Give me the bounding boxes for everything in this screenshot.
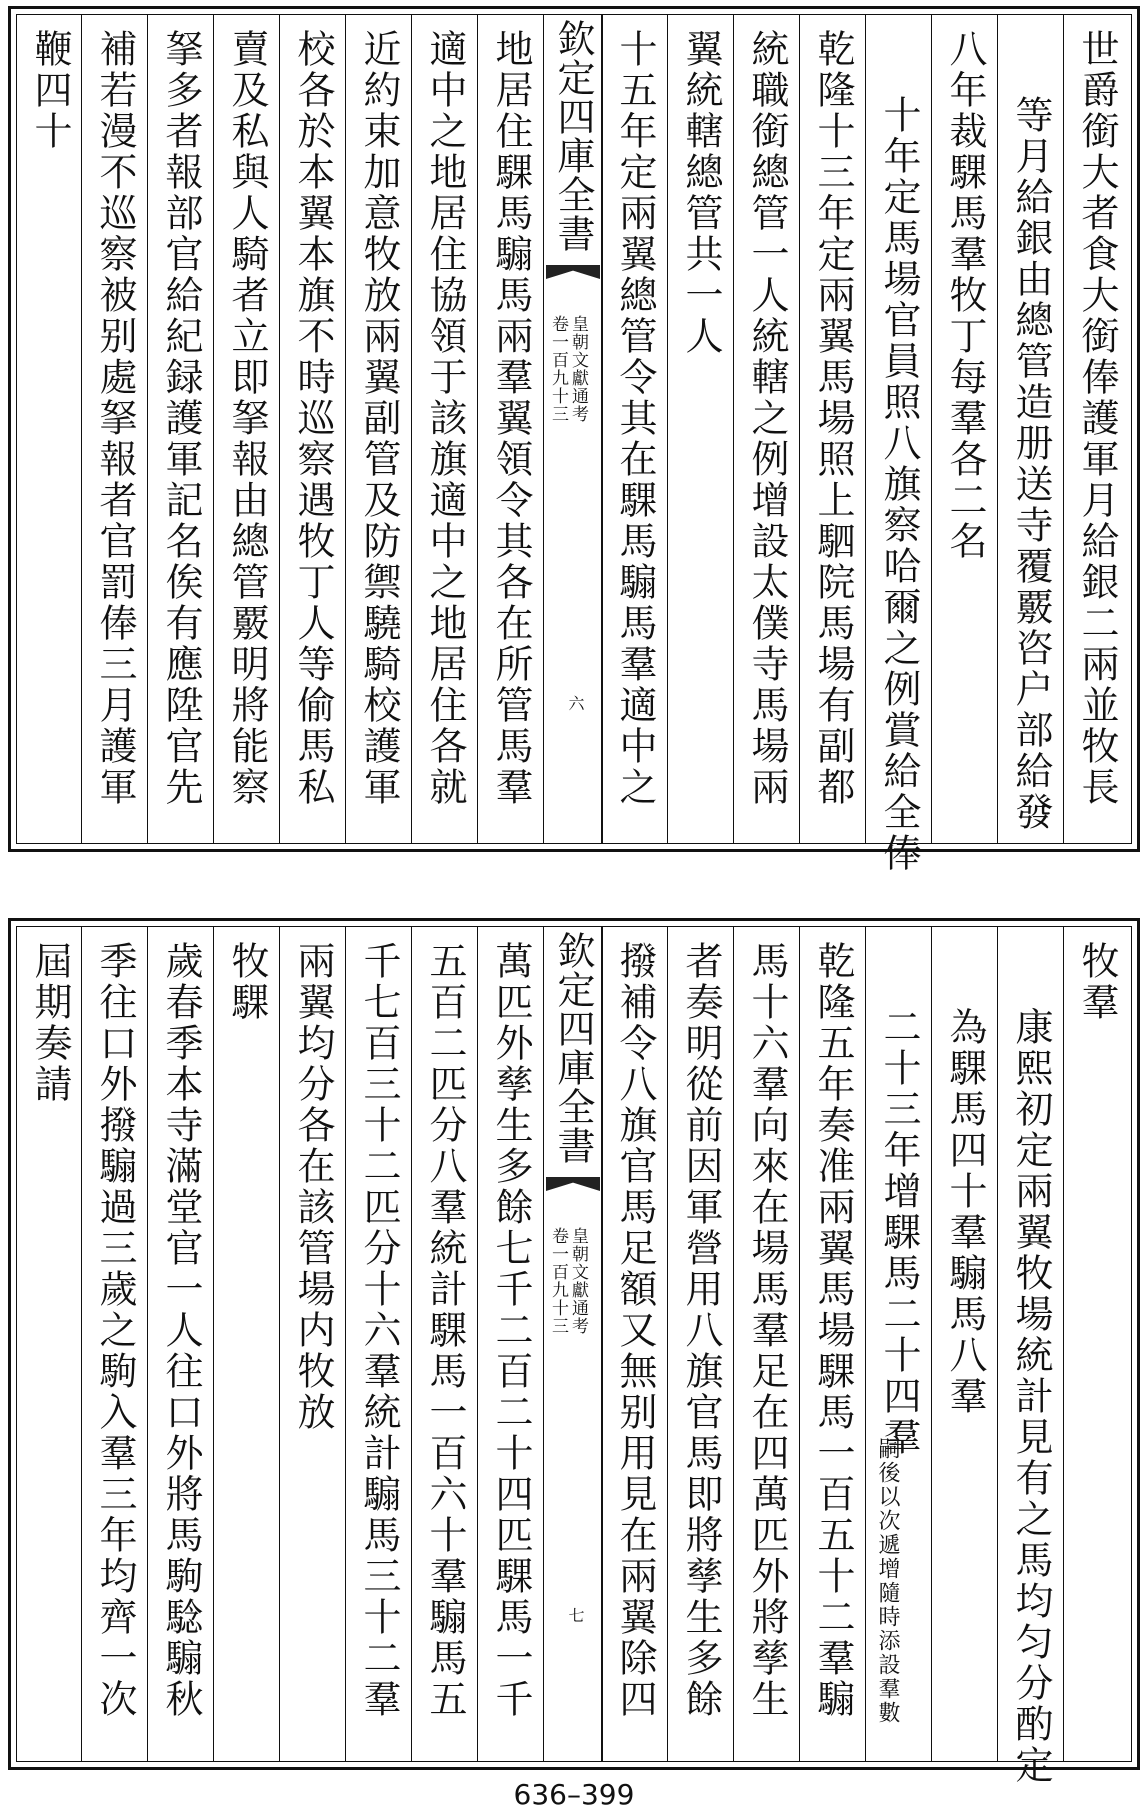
text-column	[997, 927, 1064, 1786]
column-text: 世爵銜大者食大銜俸護軍月給銀二兩並牧長	[1075, 29, 1119, 808]
text-column	[17, 927, 83, 1761]
column-text: 萬匹外孳生多餘七千二百二十四匹騍馬一千	[489, 941, 533, 1720]
text-column	[147, 15, 214, 843]
column-text: 補若漫不巡察被别處拏報者官罰俸三月護軍	[93, 29, 137, 808]
center-fold	[543, 927, 603, 1761]
column-text: 鞭四十	[28, 29, 72, 152]
column-text: 適中之地居住協領于該旗適中之地居住各就	[423, 29, 467, 808]
section-heading: 牧騍	[225, 941, 269, 1023]
column-text: 歲春季本寺滿堂官一人往口外將馬駒騐騸秋	[159, 941, 203, 1720]
text-column	[733, 927, 800, 1761]
text-column	[345, 15, 412, 843]
column-text: 校各於本翼本旗不時巡察遇牧丁人等偷馬私	[291, 29, 335, 808]
column-text: 屆期奏請	[28, 941, 72, 1105]
fishtail-mark	[546, 265, 600, 279]
leaf-number: 六	[566, 695, 585, 711]
column-text: 賣及私與人騎者立即拏報由總管覈明將能察	[225, 29, 269, 808]
column-text: 乾隆十三年定兩翼馬場照上駟院馬場有副都	[811, 29, 855, 808]
column-text: 地居住騍馬騸馬兩羣翼領令其各在所管馬羣	[489, 29, 533, 808]
leaf-number: 七	[566, 1607, 585, 1623]
header-title: 欽定四庫全書	[551, 19, 595, 253]
header-title: 欽定四庫全書	[551, 931, 595, 1165]
text-frame	[16, 926, 1132, 1786]
text-column	[601, 927, 668, 1761]
column-text: 康熙初定兩翼牧場統計見有之馬均匀分酌定	[1009, 1007, 1053, 1786]
text-column	[601, 15, 668, 843]
text-column	[213, 927, 280, 1761]
column-text: 二十三年增騍馬二十四羣	[877, 1007, 921, 1458]
book-title: 皇朝文獻通考	[568, 315, 588, 423]
column-text: 馬十六羣向來在場馬羣足在四萬匹外將孳生	[745, 941, 789, 1720]
text-column	[733, 15, 800, 843]
column-text: 統職銜總管一人統轄之例增設太僕寺馬場兩	[745, 29, 789, 808]
text-column	[865, 927, 932, 1761]
column-text: 撥補令八旗官馬足額又無别用見在兩翼除四	[613, 941, 657, 1720]
column-text: 拏多者報部官給紀録護軍記名俟有應陞官先	[159, 29, 203, 808]
text-column	[931, 15, 998, 843]
column-text: 十五年定兩翼總管令其在騍馬騸馬羣適中之	[613, 29, 657, 808]
text-column	[81, 927, 148, 1761]
column-text: 八年裁騍馬羣牧丁每羣各二名	[943, 29, 987, 562]
text-column	[411, 15, 478, 843]
text-column	[865, 15, 932, 874]
text-column	[147, 927, 214, 1761]
text-column	[477, 927, 544, 1761]
text-column	[17, 15, 83, 843]
text-column	[345, 927, 412, 1761]
fishtail-mark	[546, 1177, 600, 1191]
column-text: 為騍馬四十羣騸馬八羣	[943, 1007, 987, 1417]
column-text: 者奏明從前因軍營用八旗官馬即將孳生多餘	[679, 941, 723, 1720]
volume-number: 卷一百九十三	[548, 1227, 568, 1335]
text-column	[799, 927, 866, 1761]
column-text: 等月給銀由總管造册送寺覆覈咨户部給發	[1009, 95, 1053, 833]
annotation-note: 嗣後以次遞增隨時添設羣數	[875, 1437, 900, 1725]
text-column	[279, 15, 346, 843]
text-column	[997, 15, 1064, 843]
column-text: 近約束加意牧放兩翼副管及防禦驍騎校護軍	[357, 29, 401, 808]
volume-number: 卷一百九十三	[548, 315, 568, 423]
text-column	[279, 927, 346, 1761]
column-text: 千七百三十二匹分十六羣統計騸馬三十二羣	[357, 941, 401, 1720]
text-column	[81, 15, 148, 843]
text-frame	[16, 14, 1132, 874]
text-column	[931, 927, 998, 1761]
text-column	[411, 927, 478, 1761]
text-column	[799, 15, 866, 843]
column-text: 季往口外撥騸過三歲之駒入羣三年均齊一次	[93, 941, 137, 1720]
text-column	[667, 927, 734, 1761]
center-fold	[543, 15, 603, 843]
column-text: 兩翼均分各在該管場内牧放	[291, 941, 335, 1433]
text-column	[477, 15, 544, 843]
column-text: 五百二匹分八羣統計騍馬一百六十羣騸馬五	[423, 941, 467, 1720]
upper-page	[8, 6, 1140, 874]
column-text: 乾隆五年奏准兩翼馬場騍馬一百五十二羣騸	[811, 941, 855, 1720]
text-column	[667, 15, 734, 843]
book-title: 皇朝文獻通考	[568, 1227, 588, 1335]
section-heading: 牧羣	[1075, 941, 1119, 1023]
text-column	[213, 15, 280, 843]
column-text: 翼統轄總管共一人	[679, 29, 723, 357]
text-column	[1063, 927, 1130, 1761]
page-number: 636–399	[513, 1778, 635, 1811]
lower-page	[8, 918, 1140, 1786]
text-column	[1063, 15, 1130, 843]
column-text: 十年定馬場官員照八旗察哈爾之例賞給全俸	[877, 95, 921, 874]
